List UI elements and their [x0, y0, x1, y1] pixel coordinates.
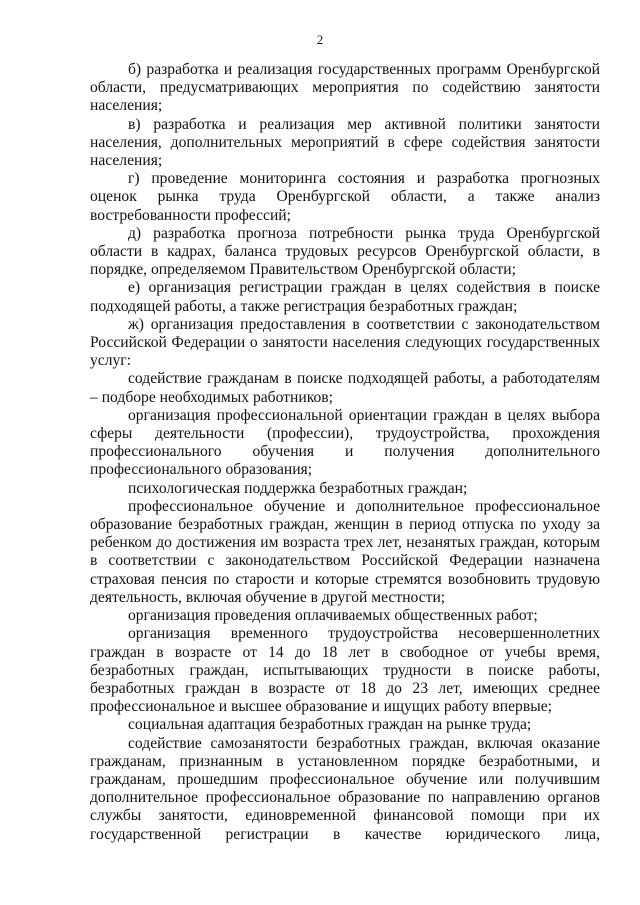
service-item-job-search: содействие гражданам в поиске подходящей работы, а работодателям – подборе необходимых работников; — [90, 370, 600, 406]
paragraph-b: б) разработка и реализация государственных программ Оренбургской области, предусматривающих мероприятия по содействию занятости населения; — [90, 61, 600, 115]
service-item-self-employment: содействие самозанятости безработных граждан, включая оказание гражданам, признанным в установленном порядке безработными, и гражданам, прошедшим профессиональное обучение или получившим дополнительное профессиональное образование по направлению органов службы занятости, единовременной финансовой помощи при их государственной регистрации в качестве юридического лица, — [90, 734, 600, 843]
paragraph-e: е) организация регистрации граждан в целях содействия в поиске подходящей работы, а также регистрация безработных граждан; — [90, 279, 600, 315]
paragraph-g: г) проведение мониторинга состояния и разработка прогнозных оценок рынка труда Оренбургской области, а также анализ востребованности профессий; — [90, 170, 600, 224]
service-item-public-works: организация проведения оплачиваемых общественных работ; — [128, 607, 538, 625]
paragraph-v: в) разработка и реализация мер активной политики занятости населения, дополнительных мероприятий в сфере содействия занятости населения; — [90, 115, 600, 170]
service-item-temporary-employment: организация временного трудоустройства несовершеннолетних граждан в возрасте от 14 до 18 лет в свободное от учебы время, безработных граждан, испытывающих трудности в поиске работы, безработных граждан в возрасте от 18 до 23 лет, имеющих среднее профессиональное и высшее образование и ищущих работу впервые; — [90, 625, 600, 716]
document-body — [90, 61, 600, 844]
paragraph-d: д) разработка прогноза потребности рынка труда Оренбургской области в кадрах, баланса трудовых ресурсов Оренбургской области, в порядке, определяемом Правительством Оренбургской области; — [90, 224, 600, 279]
page-number: 2 — [316, 32, 324, 47]
service-item-social-adaptation: социальная адаптация безработных граждан на рынке труда; — [128, 716, 532, 734]
service-item-professional-training: профессиональное обучение и дополнительное профессиональное образование безработных граждан, женщин в период отпуска по уходу за ребенком до достижения им возраста трех лет, незанятых граждан, которым в соответствии с законодательством Российской Федерации назначена страховая пенсия по старости и которые стремятся возобновить трудовую деятельность, включая обучение в другой местности; — [90, 497, 600, 606]
paragraph-zh: ж) организация предоставления в соответствии с законодательством Российской Федерации о занятости населения следующих государственных услуг: — [90, 315, 600, 370]
service-item-psychological-support: психологическая поддержка безработных граждан; — [128, 479, 468, 497]
service-item-career-orientation: организация профессиональной ориентации граждан в целях выбора сферы деятельности (профессии), трудоустройства, прохождения профессионального обучения и получения дополнительного профессионального образования; — [90, 406, 600, 479]
